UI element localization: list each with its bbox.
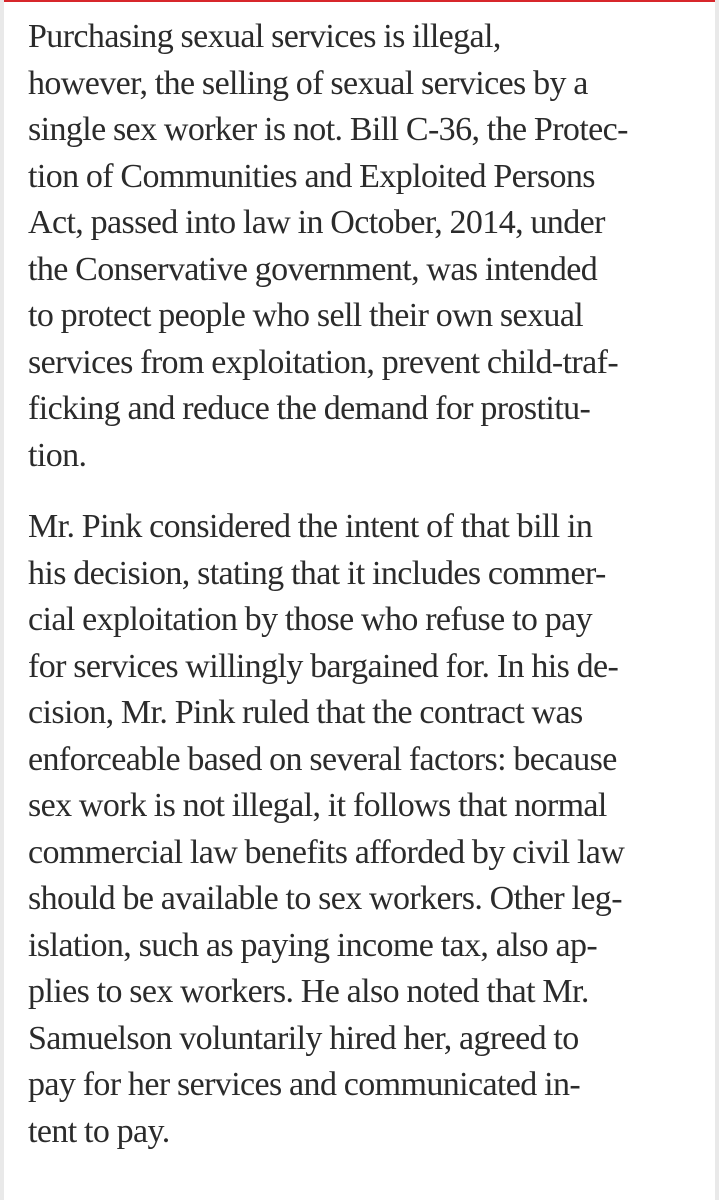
paragraph-line: his decision, stating that it includes commer-	[28, 554, 606, 592]
paragraph-line: Samuelson voluntarily hired her, agreed to	[28, 1019, 579, 1057]
paragraph-line: tion of Communities and Exploited Persons	[28, 157, 595, 195]
paragraph-line: commercial law benefits afforded by civil law	[28, 833, 625, 871]
article-body	[28, 14, 693, 1155]
paragraph-line: pay for her services and communicated in-	[28, 1066, 581, 1103]
paragraph-line: ficking and reduce the demand for prostitu-	[28, 390, 591, 427]
right-margin-rule	[715, 0, 719, 1200]
paragraph-line: to protect people who sell their own sexual	[28, 297, 584, 334]
paragraph-line: sex work is not illegal, it follows that normal	[28, 787, 607, 824]
top-accent-border	[0, 0, 719, 2]
paragraph-line: should be available to sex workers. Other leg-	[28, 880, 622, 917]
paragraph-line: for services willingly bargained for. In his de-	[28, 647, 619, 685]
paragraph-line: tent to pay.	[28, 1112, 170, 1150]
paragraph-line: plies to sex workers. He also noted that Mr.	[28, 973, 589, 1010]
article-paragraph-2	[28, 504, 693, 1155]
paragraph-line: Purchasing sexual services is illegal,	[28, 18, 501, 55]
paragraph-line: Mr. Pink considered the intent of that bill in	[28, 508, 593, 545]
left-margin-rule	[0, 0, 4, 1200]
paragraph-line: cision, Mr. Pink ruled that the contract was	[28, 694, 583, 731]
article-paragraph-1	[28, 14, 693, 479]
paragraph-line: single sex worker is not. Bill C-36, the Protec-	[28, 111, 628, 148]
paragraph-line: enforceable based on several factors: because	[28, 740, 617, 778]
paragraph-line: cial exploitation by those who refuse to pay	[28, 601, 593, 638]
paragraph-line: however, the selling of sexual services by a	[28, 64, 588, 102]
paragraph-line: tion.	[28, 436, 87, 474]
paragraph-line: the Conservative government, was intended	[28, 250, 598, 288]
paragraph-line: islation, such as paying income tax, also ap-	[28, 926, 598, 964]
paragraph-line: services from exploitation, prevent child-traf-	[28, 343, 619, 381]
paragraph-line: Act, passed into law in October, 2014, under	[28, 204, 605, 241]
